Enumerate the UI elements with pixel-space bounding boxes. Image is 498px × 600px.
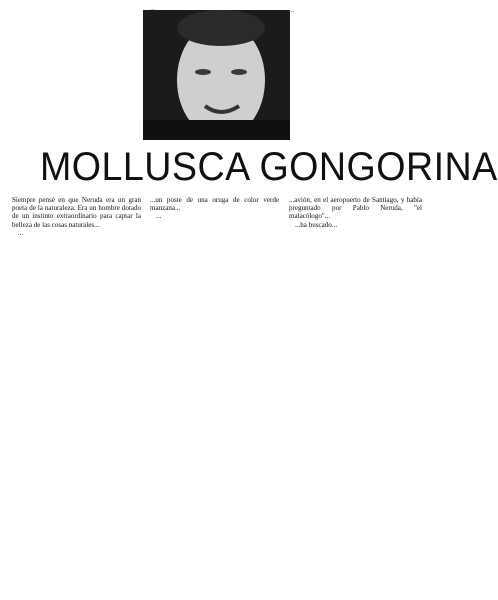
paragraph: ... — [156, 212, 162, 221]
middle-top-text: ... — [150, 4, 156, 12]
paragraph: ... — [18, 228, 24, 237]
paragraph: ...un poste de una oruga de color verde manzana... — [150, 196, 279, 213]
middle-column — [150, 196, 279, 594]
paragraph: Siempre pensé en que Neruda era un gran poeta de la naturaleza. Era un hombre dotado de un instinto extraordinario para captar la belleza de las cosas naturales... — [12, 196, 141, 229]
middle-column-top — [150, 4, 279, 32]
left-column — [12, 196, 141, 594]
right-column-top — [289, 6, 422, 86]
right-top-text: ... — [289, 6, 295, 14]
paragraph: ...avión, en el aeropuerto de Santiago, y había preguntado por Pablo Neruda, "el malacólogo"... — [289, 196, 422, 221]
paragraph: ...ha buscado... — [295, 220, 338, 229]
article-title: MOLLUSCA GONGORINA — [40, 145, 498, 189]
right-column — [289, 196, 422, 594]
